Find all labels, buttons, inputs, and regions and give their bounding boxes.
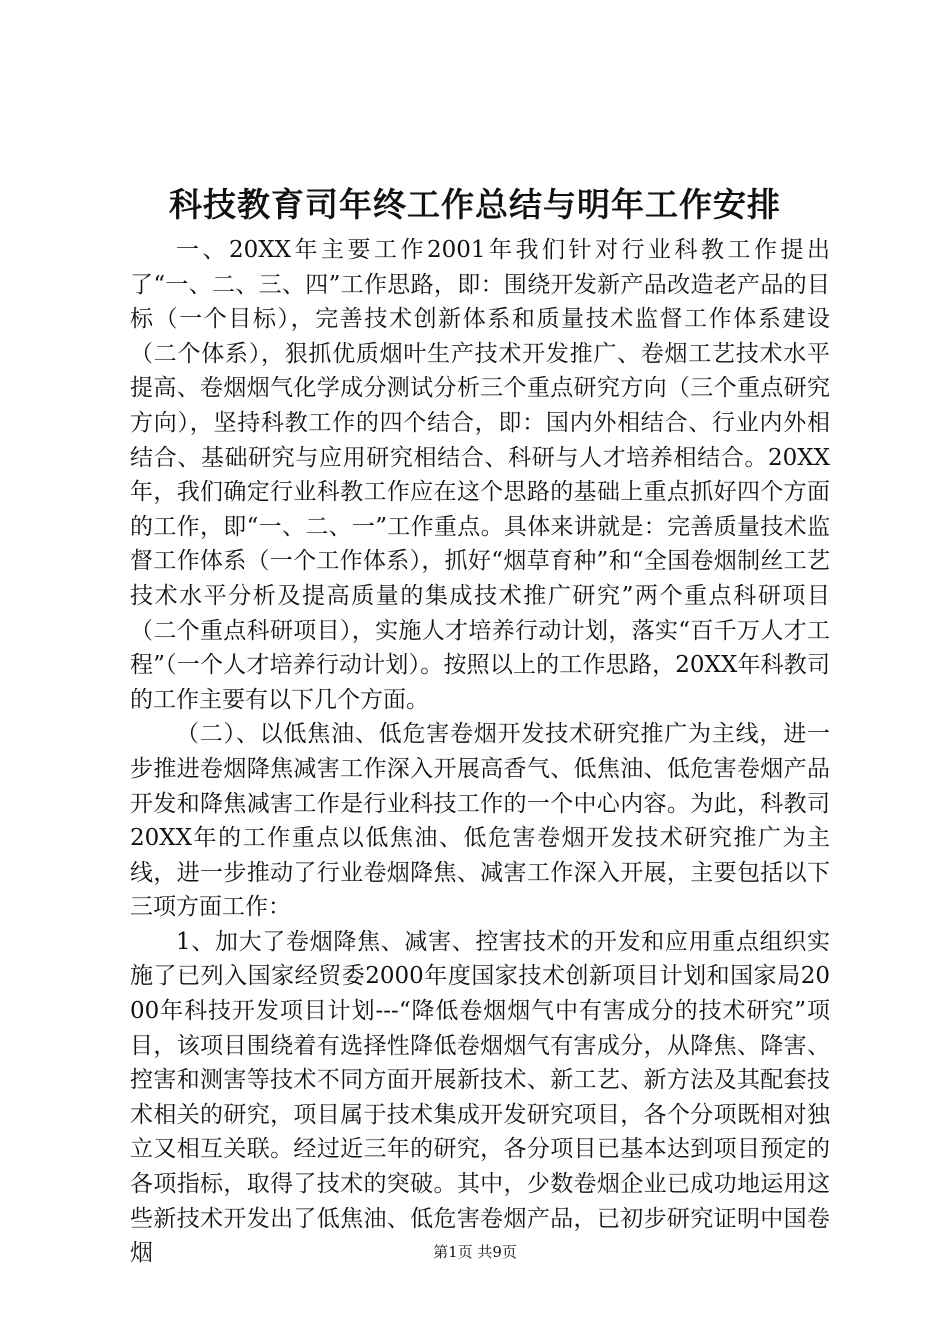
page-footer: 第1页 共9页 [433,1243,517,1261]
paragraph-3: 1、加大了卷烟降焦、减害、控害技术的开发和应用重点组织实施了已列入国家经贸委2000年度国家技术创新项目计划和国家局2000年科技开发项目计划---“降低卷烟烟气中有害成分的技术研究”项目，该项目围绕着有选择性降低卷烟烟气有害成分，从降焦、降害、控害和测害等技术不同方面开展新技术、新工艺、新方法及其配套技术相关的研究，项目属于技术集成开发研究项目，各个分项既相对独立又相互关联。经过近三年的研究，各分项目已基本达到项目预定的各项指标，取得了技术的突破。其中，少数卷烟企业已成功地运用这些新技术开发出了低焦油、低危害卷烟产品，已初步研究证明中国卷烟 [130,928,830,1267]
paragraph-2: （二）、以低焦油、低危害卷烟开发技术研究推广为主线，进一步推进卷烟降焦减害工作深入开展高香气、低焦油、低危害卷烟产品开发和降焦减害工作是行业科技工作的一个中心内容。为此，科教司20XX年的工作重点以低焦油、低危害卷烟开发技术研究推广为主线，进一步推动了行业卷烟降焦、减害工作深入开展，主要包括以下三项方面工作： [130,721,830,921]
document-body [130,233,830,1271]
paragraph-1: 一、20XX年主要工作2001年我们针对行业科教工作提出了“一、二、三、四”工作思路，即：围绕开发新产品改造老产品的目标（一个目标），完善技术创新体系和质量技术监督工作体系建设（二个体系），狠抓优质烟叶生产技术开发推广、卷烟工艺技术水平提高、卷烟烟气化学成分测试分析三个重点研究方向（三个重点研究方向），坚持科教工作的四个结合，即：国内外相结合、行业内外相结合、基础研究与应用研究相结合、科研与人才培养相结合。20XX年，我们确定行业科教工作应在这个思路的基础上重点抓好四个方面的工作，即“一、二、一”工作重点。具体来讲就是：完善质量技术监督工作体系（一个工作体系），抓好“烟草育种”和“全国卷烟制丝工艺技术水平分析及提高质量的集成技术推广研究”两个重点科研项目（二个重点科研项目），实施人才培养行动计划，落实“百千万人才工程”（一个人才培养行动计划）。按照以上的工作思路，20XX年科教司的工作主要有以下几个方面。 [130,237,830,713]
document-title: 科技教育司年终工作总结与明年工作安排 [169,185,781,224]
